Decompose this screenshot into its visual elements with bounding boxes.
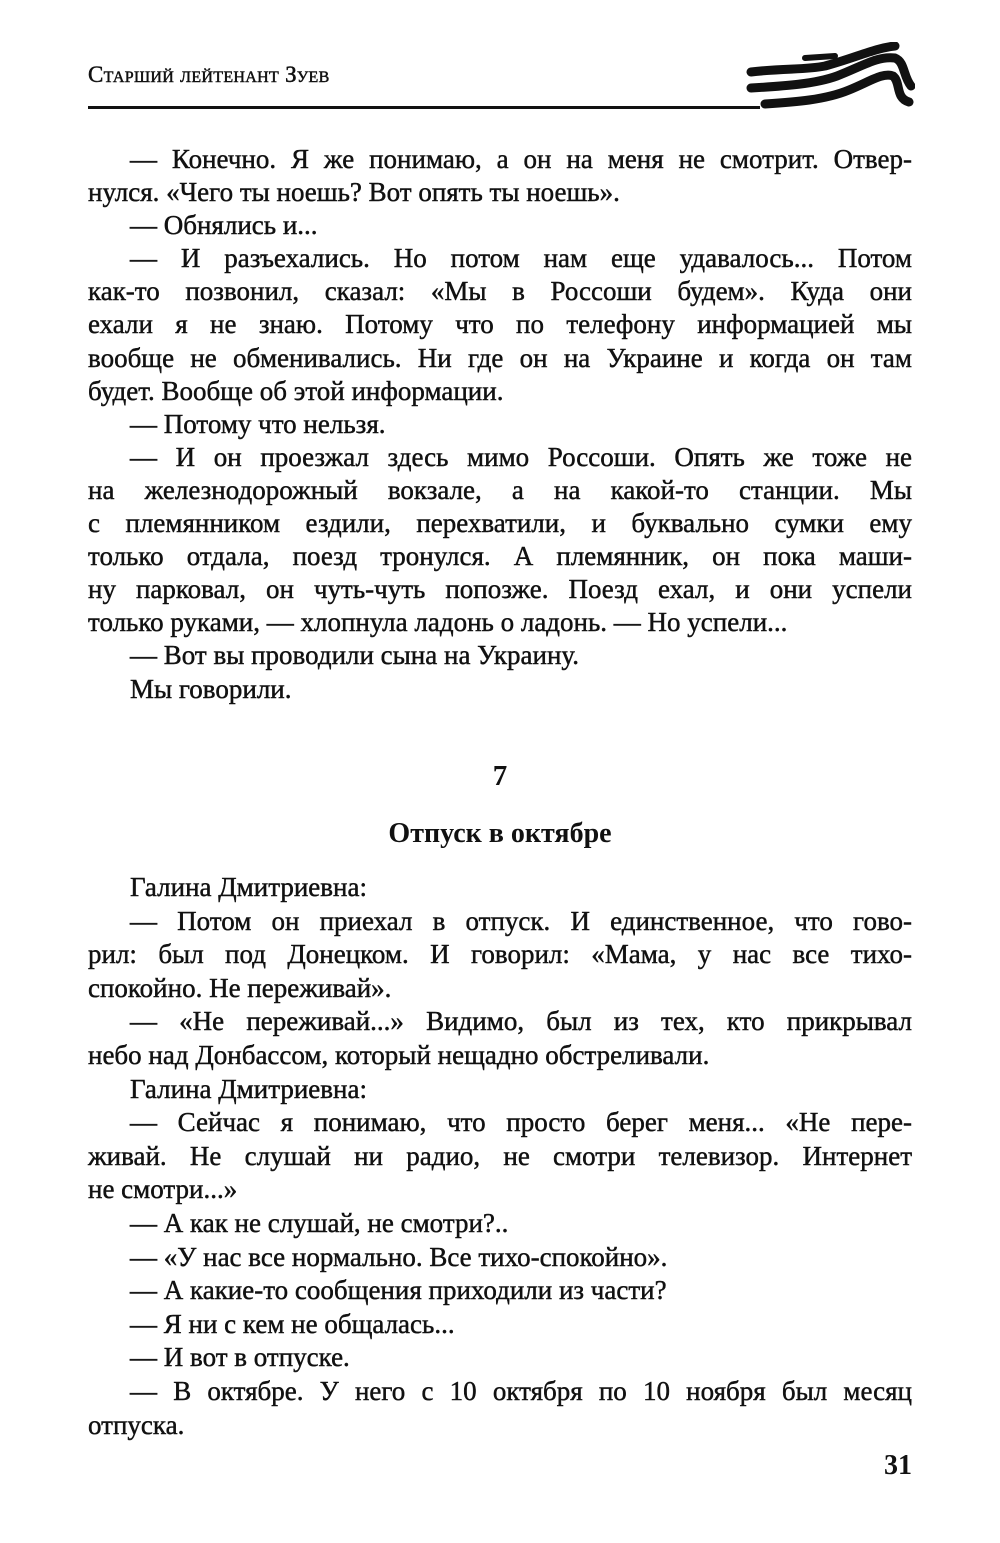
text-line: Мы говорили. <box>130 673 292 704</box>
text-line: не смотри...» <box>88 1174 238 1205</box>
paragraph <box>88 1375 912 1442</box>
text-line: — И он проезжал здесь мимо Россоши. Опять же тоже не <box>130 441 912 472</box>
paragraph <box>88 1241 912 1275</box>
running-title: Старший лейтенант Зуев <box>88 62 330 87</box>
text-line: Галина Дмитриевна: <box>130 1073 367 1104</box>
text-line: только отдала, поезд тронулся. А племянник, он пока маши- <box>88 541 912 572</box>
text-line: только руками, — хлопнула ладонь о ладонь. — Но успели... <box>88 607 788 638</box>
paragraph <box>88 1106 912 1207</box>
text-line: ну парковал, он чуть-чуть попозже. Поезд ехал, и они успели <box>88 574 912 605</box>
header-rule <box>88 106 760 109</box>
text-line: живай. Не слушай ни радио, не смотри телевизор. Интернет <box>88 1140 912 1171</box>
text-line: — «Не переживай...» Видимо, был из тех, кто прикрывал <box>130 1006 912 1037</box>
chapter-number: 7 <box>492 760 508 792</box>
paragraph <box>88 1073 912 1107</box>
paragraph <box>88 905 912 1006</box>
text-line: как-то позвонил, сказал: «Мы в Россоши будем». Куда они <box>88 276 912 307</box>
text-line: — Потом он приехал в отпуск. И единственное, что гово- <box>130 905 912 936</box>
text-line: вообще не обменивались. Ни где он на Украине и когда он там <box>88 342 912 373</box>
text-line: Галина Дмитриевна: <box>130 872 367 902</box>
paragraph <box>88 1005 912 1072</box>
text-line: — Потому что нельзя. <box>130 408 386 439</box>
paragraph <box>88 1274 912 1308</box>
text-line: — А какие-то сообщения приходили из части? <box>130 1275 667 1306</box>
page-number: 31 <box>884 1450 912 1481</box>
text-line: будет. Вообще об этой информации. <box>88 375 504 406</box>
chapter-title: Отпуск в октябре <box>388 818 612 849</box>
text-line: — Сейчас я понимаю, что просто берег меня... «Не пере- <box>130 1107 912 1138</box>
paragraph <box>88 1308 912 1342</box>
text-line: на железнодорожный вокзале, а на какой-то станции. Мы <box>88 474 912 505</box>
text-line: — Вот вы проводили сына на Украину. <box>130 640 579 671</box>
paragraph <box>88 1341 912 1375</box>
text-line: — Обнялись и... <box>130 210 318 241</box>
paragraph <box>88 673 912 706</box>
body-text-chapter <box>88 871 912 1442</box>
text-line: — В октябре. У него с 10 октября по 10 ноября был месяц <box>130 1375 912 1406</box>
paragraph <box>88 242 912 407</box>
text-line: небо над Донбассом, который нещадно обстреливали. <box>88 1039 710 1070</box>
text-line: — «У нас все нормально. Все тихо-спокойно». <box>130 1241 668 1272</box>
paragraph <box>88 639 912 672</box>
paragraph <box>88 408 912 441</box>
text-line: — Конечно. Я же понимаю, а он на меня не смотрит. Отвер- <box>130 144 912 174</box>
text-line: спокойно. Не переживай». <box>88 972 392 1003</box>
text-line: рил: был под Донецком. И говорил: «Мама, у нас все тихо- <box>88 939 912 970</box>
paragraph <box>88 871 912 905</box>
text-line: — А как не слушай, не смотри?.. <box>130 1207 509 1238</box>
text-line: — Я ни с кем не общалась... <box>130 1308 455 1339</box>
text-line: нулся. «Чего ты ноешь? Вот опять ты ноешь». <box>88 177 620 208</box>
paragraph <box>88 143 912 209</box>
body-text-top <box>88 143 912 706</box>
paragraph <box>88 441 912 640</box>
text-line: с племянником ездили, перехватили, и буквально сумки ему <box>88 508 912 539</box>
paragraph <box>88 209 912 242</box>
text-line: — И разъехались. Но потом нам еще удавалось... Потом <box>130 243 912 274</box>
text-line: отпуска. <box>88 1409 185 1440</box>
text-line: ехали я не знаю. Потому что по телефону информацией мы <box>88 309 912 340</box>
text-line: — И вот в отпуске. <box>130 1342 350 1373</box>
decorative-swoosh-logo-icon <box>745 42 915 114</box>
paragraph <box>88 1207 912 1241</box>
